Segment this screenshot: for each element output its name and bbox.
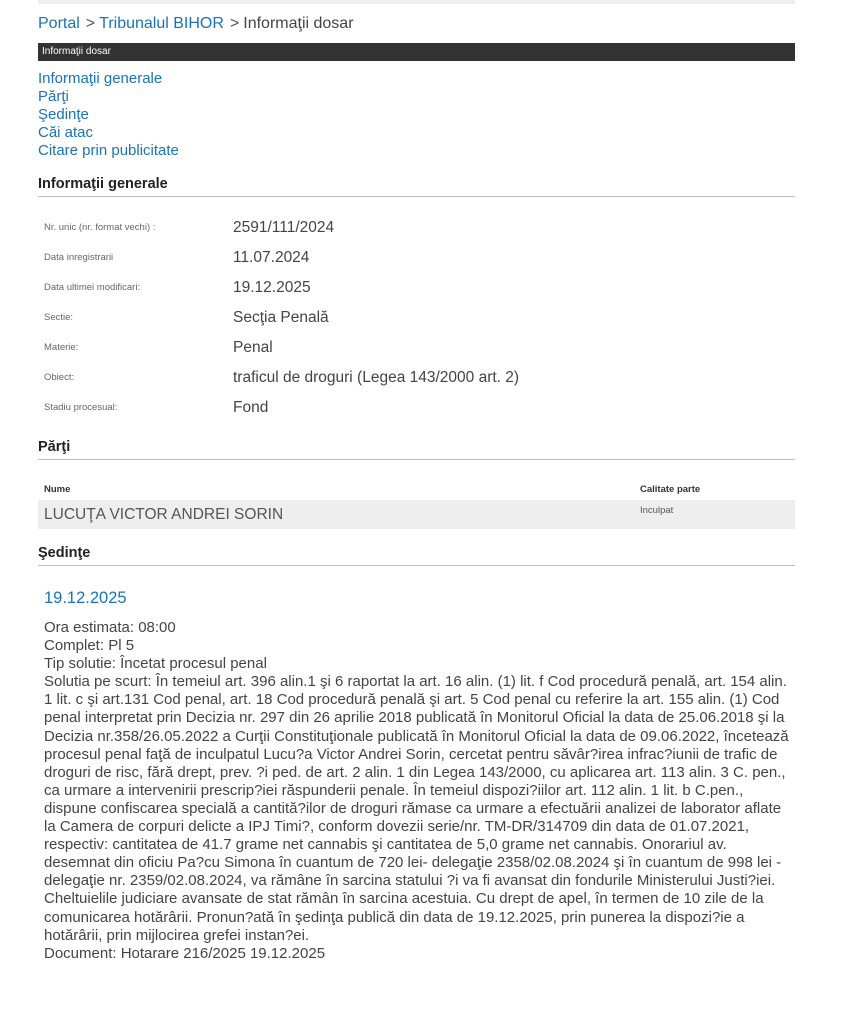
info-row bbox=[44, 219, 784, 252]
info-row bbox=[44, 339, 784, 372]
info-row bbox=[44, 279, 784, 312]
info-value: 19.12.2025 bbox=[233, 279, 311, 296]
nav-link-parti[interactable]: Părţi bbox=[38, 88, 69, 105]
info-label: Data inregistrarii bbox=[44, 252, 114, 263]
hearing-panel: Complet: Pl 5 bbox=[44, 637, 135, 655]
top-divider bbox=[38, 0, 795, 4]
info-row bbox=[44, 399, 784, 432]
info-label: Materie: bbox=[44, 342, 79, 353]
info-value: Fond bbox=[233, 399, 269, 416]
info-label: Obiect: bbox=[44, 372, 75, 383]
parti-table-header bbox=[44, 484, 784, 495]
party-role: Inculpat bbox=[640, 505, 674, 516]
party-name: LUCUŢA VICTOR ANDREI SORIN bbox=[44, 506, 284, 523]
page-title-bar: Informaţii dosar bbox=[38, 43, 795, 61]
info-value: traficul de droguri (Legea 143/2000 art. 2) bbox=[233, 369, 520, 386]
section-heading-sedinte: Şedinţe bbox=[38, 545, 795, 566]
solution-summary: Solutia pe scurt: În temeiul art. 396 alin.1 şi 6 raportat la art. 16 alin. (1) lit. f Cod procedură penală, art. 154 alin. 1 lit. c şi art.131 Cod penal, art. 18 Cod procedură penală şi art. 5 Cod penal cu referire la art. 155 alin. (1) Cod penal interpretat prin Decizia nr. 297 din 26 aprilie 2018 publicată în Monitorul Oficial la data de 25.06.2018 şi la Decizia nr.358/26.05.2022 a Curţii Constituţionale publicată în Monitorul Oficial la data de 09.06.2022, încetează procesul penal faţă de inculpatul Lucu?a Victor Andrei Sorin, cercetat pentru săvâr?irea infrac?iunii de trafic de droguri de risc, fără drept, prev. ?i ped. de art. 2 alin. 1 din Legea 143/2000, cu aplicarea art. 113 alin. 3 C. pen., ca urmare a intervenirii prescrip?iei răspunderii penale. În temeiul dispozi?iilor art. 112 alin. 1 lit. b C.pen., dispune confiscarea specială a cantită?ilor de droguri rămase ca urmare a efectuării analizei de laborator aflate la Camera de corpuri delicte a IPJ Timi?, conform dovezii serie/nr. TM-DR/314709 din data de 01.07.2021, respectiv: cantitatea de 41.7 grame net cannabis şi cantitatea de 5,0 grame net cannabis. Onorariul av. desemnat din oficiu Pa?cu Simona în cuantum de 720 lei- delegaţie 2358/02.08.2024 şi în cuantum de 998 lei - delegaţie nr. 2359/02.08.2024, va rămâne în sarcina statului ?i va fi avansat din fondurile Ministerului Justi?iei. Cheltuielile judiciare avansate de stat rămân în sarcina acestuia. Cu drept de apel, în termen de 10 zile de la comunicarea hotărârii. Pronun?ată în şedinţa publică din data de 19.12.2025, prin punerea la dispozi?ie a hotărârii, prin mijlocirea grefei instan?ei. bbox=[44, 673, 789, 944]
info-label: Data ultimei modificari: bbox=[44, 282, 141, 293]
table-row bbox=[38, 500, 795, 529]
info-row bbox=[44, 249, 784, 282]
info-row bbox=[44, 369, 784, 402]
hearing-time: Ora estimata: 08:00 bbox=[44, 619, 176, 636]
info-label: Sectie: bbox=[44, 312, 74, 323]
hearing-document: Document: Hotarare 216/2025 19.12.2025 bbox=[44, 944, 326, 962]
hearing-details bbox=[44, 619, 794, 963]
breadcrumb-tribunal-link[interactable]: Tribunalul BIHOR bbox=[99, 15, 224, 32]
section-heading-general: Informaţii generale bbox=[38, 176, 795, 197]
section-nav bbox=[38, 70, 179, 160]
column-header-nume: Nume bbox=[44, 484, 71, 495]
nav-link-cai-atac[interactable]: Căi atac bbox=[38, 124, 94, 141]
breadcrumb-current: Informaţii dosar bbox=[243, 15, 354, 32]
section-heading-parti: Părţi bbox=[38, 439, 795, 460]
hearing-date: 19.12.2025 bbox=[44, 589, 127, 607]
info-value: 2591/111/2024 bbox=[233, 219, 335, 236]
column-header-calitate: Calitate parte bbox=[640, 484, 701, 495]
breadcrumb bbox=[38, 15, 354, 33]
breadcrumb-portal-link[interactable]: Portal bbox=[38, 15, 80, 32]
info-label: Nr. unic (nr. format vechi) : bbox=[44, 222, 156, 233]
info-label: Stadiu procesual: bbox=[44, 402, 118, 413]
breadcrumb-separator: > bbox=[85, 15, 96, 32]
nav-link-citare[interactable]: Citare prin publicitate bbox=[38, 142, 179, 159]
info-value: Penal bbox=[233, 339, 273, 356]
info-value: Secţia Penală bbox=[233, 309, 329, 326]
breadcrumb-separator: > bbox=[229, 15, 240, 32]
nav-link-sedinte[interactable]: Şedinţe bbox=[38, 106, 89, 123]
nav-link-informatii-generale[interactable]: Informaţii generale bbox=[38, 70, 163, 87]
solution-type: Tip solutie: Încetat procesul penal bbox=[44, 655, 267, 673]
info-value: 11.07.2024 bbox=[233, 249, 310, 266]
info-row bbox=[44, 309, 784, 342]
